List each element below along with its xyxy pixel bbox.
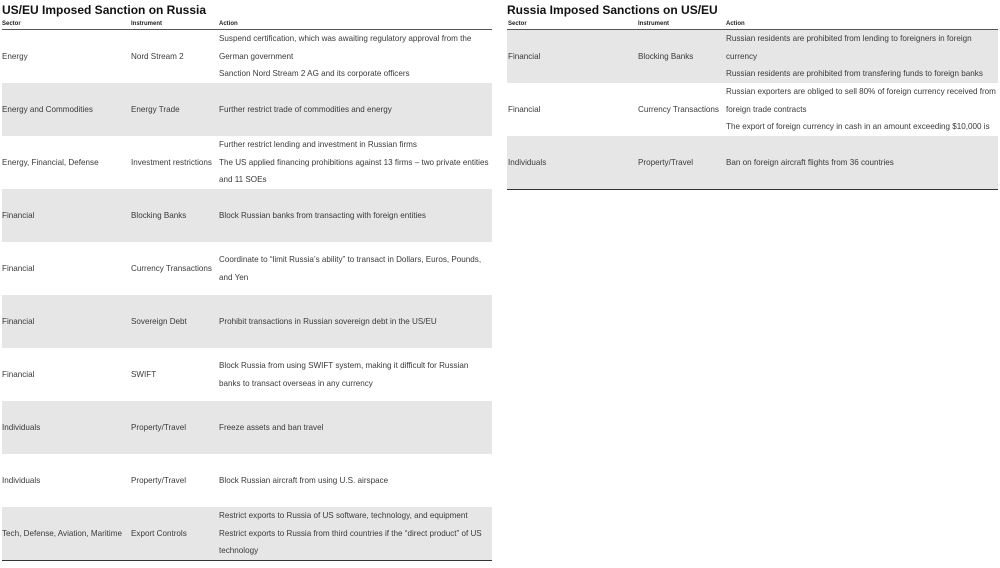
action-line: Block Russian banks from transacting with foreign entities (219, 210, 426, 220)
action-line: Russian exporters are obliged to sell 80% of foreign currency received from foreign trade contracts (726, 87, 996, 114)
action-line: Further restrict lending and investment in Russian firms (219, 140, 417, 150)
header-instrument: Instrument (131, 21, 163, 27)
table-row (2, 401, 492, 454)
table-row (2, 83, 492, 136)
header-sector: Sector (2, 21, 21, 27)
action-line: Further restrict trade of commodities and energy (219, 104, 392, 114)
table-row (2, 295, 492, 348)
action-line: Ban on foreign aircraft flights from 36 countries (726, 157, 894, 167)
action-line: Block Russian aircraft from using U.S. airspace (219, 475, 389, 485)
cell-instrument: Property/Travel (131, 475, 187, 485)
table-body (2, 30, 492, 560)
cell-action (219, 101, 492, 119)
cell-action (219, 472, 492, 490)
action-line: The export of foreign currency in cash in an amount exceeding $10,000 is (726, 122, 990, 132)
action-line: Sanction Nord Stream 2 AG and its corporate officers (219, 69, 410, 79)
table-row (2, 30, 492, 83)
cell-instrument: Sovereign Debt (131, 316, 187, 326)
table-row (2, 189, 492, 242)
action-line: Prohibit transactions in Russian sovereign debt in the US/EU (219, 316, 437, 326)
cell-action (219, 207, 492, 225)
cell-instrument: Currency Transactions (638, 104, 719, 114)
cell-sector: Energy (2, 51, 28, 61)
cell-sector: Financial (2, 263, 35, 273)
cell-instrument: Export Controls (131, 528, 187, 538)
table-header (2, 19, 492, 30)
cell-instrument: Nord Stream 2 (131, 51, 184, 61)
header-instrument: Instrument (638, 21, 670, 27)
cell-sector: Energy, Financial, Defense (2, 157, 99, 167)
cell-action (219, 136, 492, 189)
cell-sector: Financial (508, 104, 541, 114)
cell-sector: Individuals (2, 422, 41, 432)
action-line: Freeze assets and ban travel (219, 422, 324, 432)
cell-instrument: Blocking Banks (131, 210, 187, 220)
header-sector: Sector (508, 21, 527, 27)
header-action: Action (219, 21, 238, 27)
cell-instrument: Property/Travel (638, 157, 694, 167)
cell-action (219, 507, 492, 560)
cell-sector: Individuals (2, 475, 41, 485)
cell-instrument: Property/Travel (131, 422, 187, 432)
cell-sector: Tech, Defense, Aviation, Maritime (2, 528, 122, 538)
cell-action (219, 357, 492, 392)
cell-action (726, 154, 998, 172)
action-line: The US applied financing prohibitions against 13 firms – two private entities and 11 SOEs (219, 157, 489, 185)
cell-instrument: Investment restrictions (131, 157, 212, 167)
cell-action (219, 419, 492, 437)
action-line: Restrict exports to Russia of US software, technology, and equipment (219, 511, 468, 521)
header-action: Action (726, 21, 745, 27)
table-row (2, 454, 492, 507)
cell-sector: Financial (2, 210, 35, 220)
cell-instrument: Currency Transactions (131, 263, 212, 273)
table-row (2, 348, 492, 401)
cell-instrument: Energy Trade (131, 104, 180, 114)
table-row (2, 136, 492, 189)
action-line: Block Russia from using SWIFT system, making it difficult for Russian banks to transact overseas in any currency (219, 360, 469, 388)
table-title: Russia Imposed Sanctions on US/EU (507, 3, 718, 17)
table-title: US/EU Imposed Sanction on Russia (2, 3, 207, 17)
action-line: Coordinate to “limit Russia’s ability” to transact in Dollars, Euros, Pounds, and Yen (219, 254, 482, 282)
cell-action (219, 313, 492, 331)
cell-sector: Financial (2, 369, 35, 379)
table-row (507, 83, 998, 136)
table-body (507, 30, 998, 189)
table-row (2, 507, 492, 560)
table-bottom-rule (2, 560, 492, 561)
cell-sector: Energy and Commodities (2, 104, 93, 114)
cell-instrument: Blocking Banks (638, 51, 694, 61)
action-line: Restrict exports to Russia from third countries if the “direct product” of US technology (219, 528, 482, 556)
us-eu-sanctions-table (2, 3, 492, 561)
cell-action (219, 251, 492, 286)
action-line: Russian residents are prohibited from transfering funds to foreign banks (726, 69, 983, 79)
table-header (507, 19, 998, 30)
table-row (507, 30, 998, 83)
action-line: Suspend certification, which was awaiting regulatory approval from the German government (219, 34, 472, 61)
table-row (2, 242, 492, 295)
cell-action (726, 83, 998, 136)
cell-sector: Individuals (508, 157, 547, 167)
table-bottom-rule (507, 189, 998, 190)
table-row (507, 136, 998, 189)
cell-action (219, 30, 492, 83)
russia-sanctions-table (507, 3, 998, 190)
cell-action (726, 30, 998, 83)
cell-sector: Financial (2, 316, 35, 326)
action-line: Russian residents are prohibited from lending to foreigners in foreign currency (726, 34, 972, 61)
cell-sector: Financial (508, 51, 541, 61)
cell-instrument: SWIFT (131, 369, 157, 379)
